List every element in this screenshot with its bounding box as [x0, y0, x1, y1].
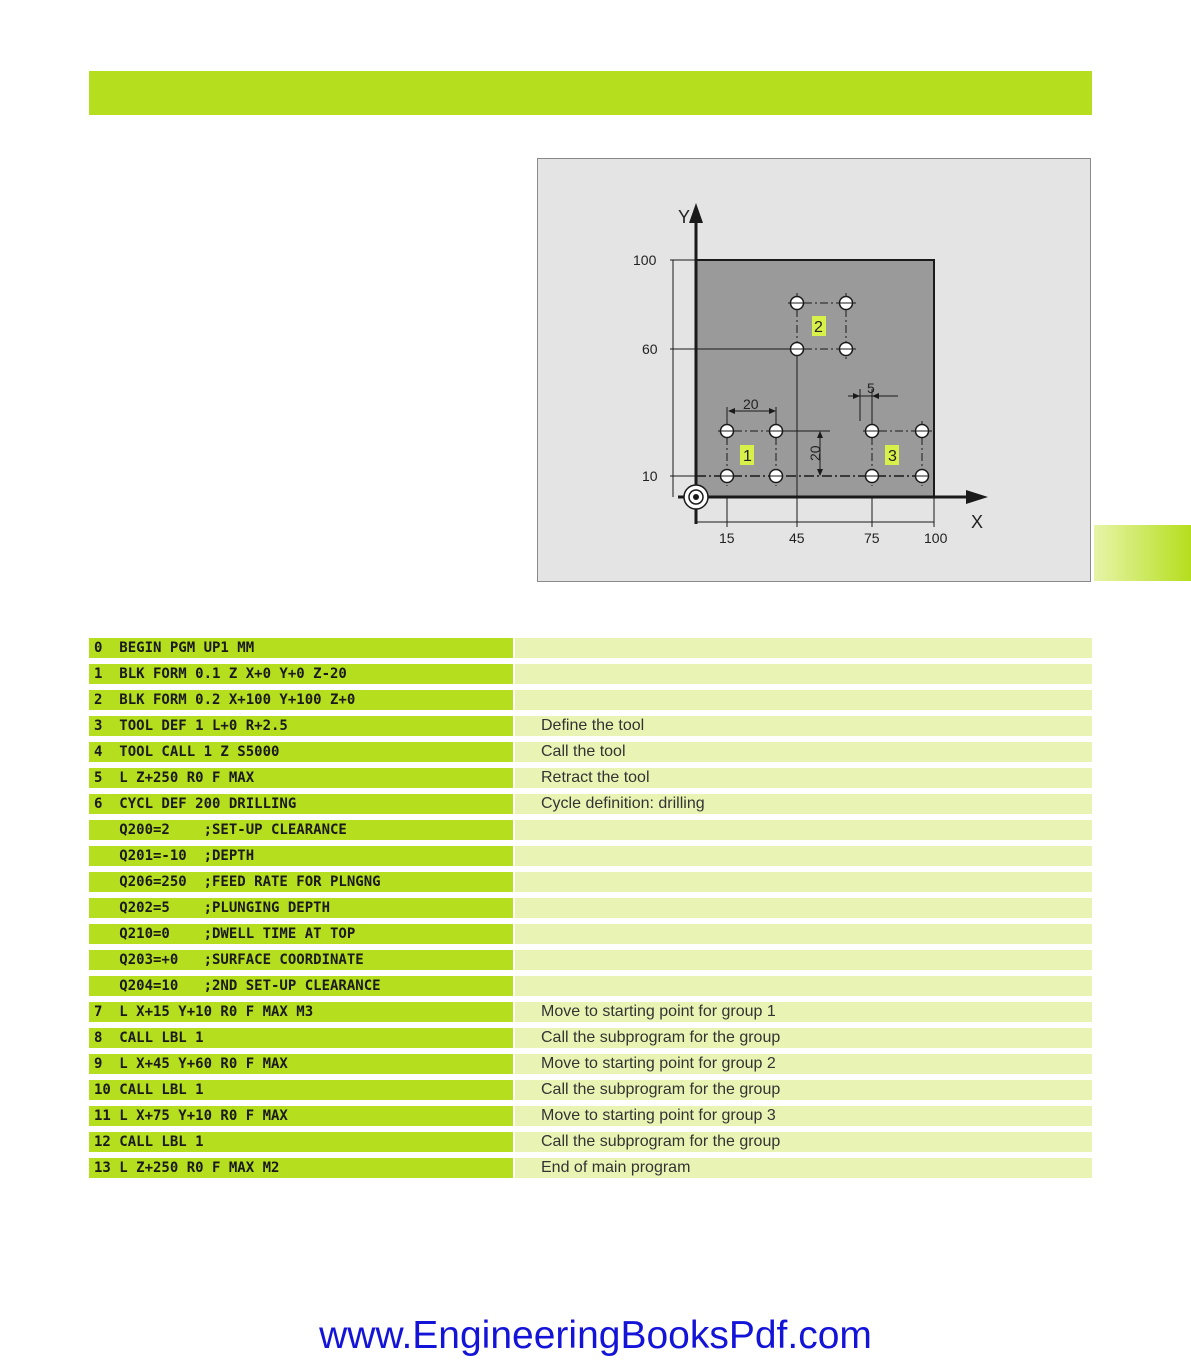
- program-row: [89, 1002, 1092, 1022]
- code-line: 5 L Z+250 R0 F MAX: [89, 768, 513, 788]
- drilling-pattern-figure: [537, 158, 1091, 582]
- program-row: [89, 716, 1092, 736]
- code-line: 8 CALL LBL 1: [89, 1028, 513, 1048]
- program-row: [89, 1132, 1092, 1152]
- code-line: 11 L X+75 Y+10 R0 F MAX: [89, 1106, 513, 1126]
- chapter-side-tab: [1094, 525, 1191, 581]
- program-row: [89, 638, 1092, 658]
- x-tick-75: 75: [864, 530, 880, 546]
- code-comment: Move to starting point for group 2: [515, 1054, 1092, 1074]
- code-comment: [515, 664, 1092, 684]
- program-row: [89, 1054, 1092, 1074]
- code-comment: [515, 872, 1092, 892]
- code-comment: Move to starting point for group 1: [515, 1002, 1092, 1022]
- program-row: [89, 1106, 1092, 1126]
- x-tick-15: 15: [719, 530, 735, 546]
- code-comment: [515, 898, 1092, 918]
- code-line: 12 CALL LBL 1: [89, 1132, 513, 1152]
- x-tick-100: 100: [924, 530, 948, 546]
- datum-icon: [684, 485, 708, 509]
- y-tick-100: 100: [633, 252, 657, 268]
- program-row: [89, 872, 1092, 892]
- code-comment: [515, 950, 1092, 970]
- code-line: Q206=250 ;FEED RATE FOR PLNGNG: [89, 872, 513, 892]
- program-row: [89, 924, 1092, 944]
- code-line: 4 TOOL CALL 1 Z S5000: [89, 742, 513, 762]
- group-label-1: 1: [743, 448, 752, 465]
- program-row: [89, 820, 1092, 840]
- code-comment: Call the subprogram for the group: [515, 1028, 1092, 1048]
- code-line: Q210=0 ;DWELL TIME AT TOP: [89, 924, 513, 944]
- code-comment: Retract the tool: [515, 768, 1092, 788]
- x-axis-arrow: [966, 490, 988, 504]
- program-row: [89, 950, 1092, 970]
- program-row: [89, 794, 1092, 814]
- program-row: [89, 742, 1092, 762]
- x-axis-label: X: [971, 512, 984, 532]
- code-comment: Define the tool: [515, 716, 1092, 736]
- code-line: Q204=10 ;2ND SET-UP CLEARANCE: [89, 976, 513, 996]
- code-comment: [515, 846, 1092, 866]
- dim-20-vertical: 20: [807, 445, 823, 461]
- code-comment: Cycle definition: drilling: [515, 794, 1092, 814]
- code-line: 1 BLK FORM 0.1 Z X+0 Y+0 Z-20: [89, 664, 513, 684]
- chapter-header-bar: [89, 71, 1092, 115]
- program-row: [89, 1158, 1092, 1178]
- code-line: 9 L X+45 Y+60 R0 F MAX: [89, 1054, 513, 1074]
- program-row: [89, 690, 1092, 710]
- code-comment: [515, 690, 1092, 710]
- code-line: 7 L X+15 Y+10 R0 F MAX M3: [89, 1002, 513, 1022]
- code-line: 6 CYCL DEF 200 DRILLING: [89, 794, 513, 814]
- y-axis-label: Y: [678, 207, 691, 227]
- y-axis-arrow: [689, 203, 703, 223]
- nc-program-table: [89, 638, 1092, 1184]
- code-comment: Call the tool: [515, 742, 1092, 762]
- footer-website-link[interactable]: www.EngineeringBooksPdf.com: [319, 1314, 872, 1357]
- program-row: [89, 898, 1092, 918]
- code-line: Q200=2 ;SET-UP CLEARANCE: [89, 820, 513, 840]
- code-line: Q202=5 ;PLUNGING DEPTH: [89, 898, 513, 918]
- drilling-pattern-drawing: [538, 159, 1092, 583]
- dim-20-horizontal: 20: [743, 396, 759, 412]
- code-comment: End of main program: [515, 1158, 1092, 1178]
- code-line: 0 BEGIN PGM UP1 MM: [89, 638, 513, 658]
- code-comment: Move to starting point for group 3: [515, 1106, 1092, 1126]
- dim-5: 5: [867, 380, 875, 396]
- code-line: Q201=-10 ;DEPTH: [89, 846, 513, 866]
- code-comment: Call the subprogram for the group: [515, 1132, 1092, 1152]
- program-row: [89, 1028, 1092, 1048]
- code-comment: Call the subprogram for the group: [515, 1080, 1092, 1100]
- code-comment: [515, 638, 1092, 658]
- program-row: [89, 768, 1092, 788]
- program-row: [89, 1080, 1092, 1100]
- code-line: 2 BLK FORM 0.2 X+100 Y+100 Z+0: [89, 690, 513, 710]
- group-label-3: 3: [888, 448, 897, 465]
- code-comment: [515, 924, 1092, 944]
- code-line: 10 CALL LBL 1: [89, 1080, 513, 1100]
- y-tick-60: 60: [642, 341, 658, 357]
- code-line: 13 L Z+250 R0 F MAX M2: [89, 1158, 513, 1178]
- code-line: Q203=+0 ;SURFACE COORDINATE: [89, 950, 513, 970]
- program-row: [89, 664, 1092, 684]
- program-row: [89, 846, 1092, 866]
- y-tick-10: 10: [642, 468, 658, 484]
- group-label-2: 2: [814, 319, 823, 336]
- program-row: [89, 976, 1092, 996]
- code-comment: [515, 820, 1092, 840]
- code-comment: [515, 976, 1092, 996]
- x-tick-45: 45: [789, 530, 805, 546]
- code-line: 3 TOOL DEF 1 L+0 R+2.5: [89, 716, 513, 736]
